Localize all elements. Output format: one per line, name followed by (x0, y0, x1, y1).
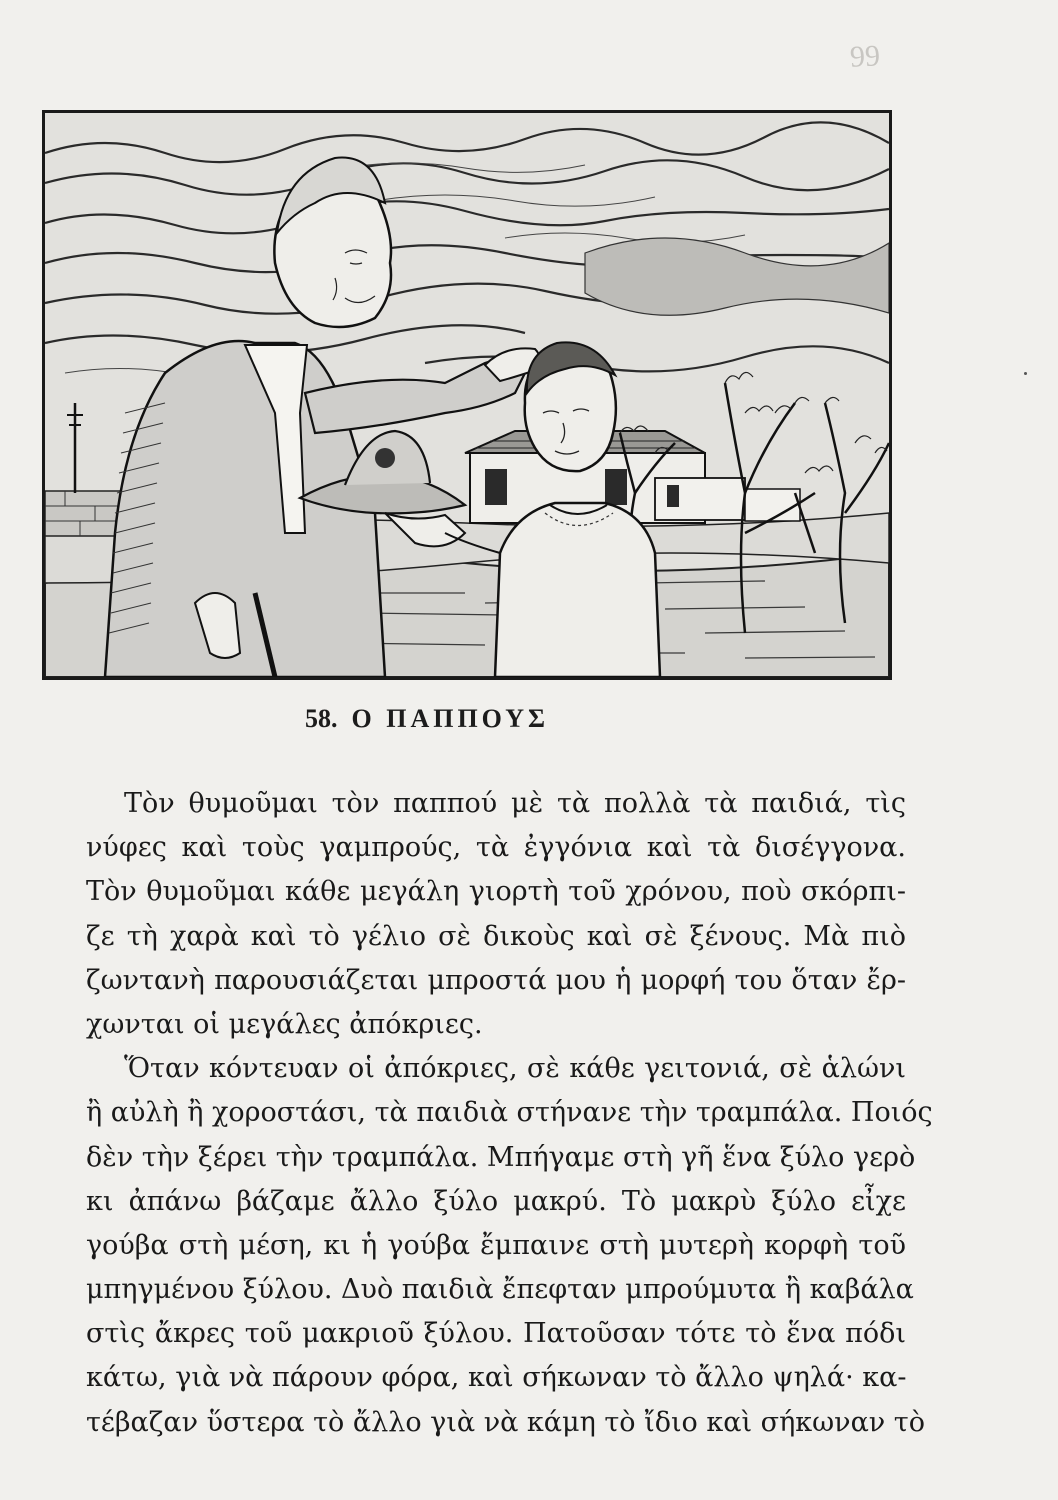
text-line: ζωντανὴ παρουσιάζεται μπροστά μου ἡ μορφή του ὅταν ἔρ- (86, 964, 906, 996)
story-text (86, 782, 933, 1445)
woodcut-grandfather-boy-icon (45, 113, 889, 677)
text-line: κι ἀπάνω βάζαμε ἄλλο ξύλο μακρύ. Τὸ μακρὺ ξύλο εἶχε (86, 1185, 906, 1217)
chapter-title (305, 704, 549, 734)
text-line: Ὅταν κόντευαν οἱ ἀπόκριες, σὲ κάθε γειτονιά, σὲ ἁλώνι (124, 1053, 906, 1085)
text-line: ζε τὴ χαρὰ καὶ τὸ γέλιο σὲ δικοὺς καὶ σὲ ξένους. Μὰ πιὸ (86, 920, 906, 952)
text-line: Τὸν θυμοῦμαι κάθε μεγάλη γιορτὴ τοῦ χρόνου, ποὺ σκόρπι- (86, 876, 906, 908)
illustration (42, 110, 892, 680)
page-number: 99 (849, 39, 881, 74)
paragraph-1 (86, 782, 906, 1047)
text-line: Τὸν θυμοῦμαι τὸν παππού μὲ τὰ πολλὰ τὰ παιδιά, τὶς (124, 788, 906, 819)
text-line: ἢ αὐλὴ ἢ χοροστάσι, τὰ παιδιὰ στήνανε τὴν τραμπάλα. Ποιός (86, 1097, 933, 1129)
chapter-number: 58. (305, 704, 338, 733)
text-line: γούβα στὴ μέση, κι ἡ γούβα ἔμπαινε στὴ μυτερὴ κορφὴ τοῦ (86, 1229, 906, 1261)
text-line: στὶς ἄκρες τοῦ μακριοῦ ξύλου. Πατοῦσαν τότε τὸ ἕνα πόδι (86, 1318, 906, 1350)
text-line: μπηγμένου ξύλου. Δυὸ παιδιὰ ἔπεφταν μπρούμυτα ἢ καβάλα (86, 1274, 914, 1306)
text-line: κάτω, γιὰ νὰ πάρουν φόρα, καὶ σήκωναν τὸ ἄλλο ψηλά· κα- (86, 1362, 907, 1394)
paper-speck (1024, 372, 1027, 375)
paragraph-2 (86, 1047, 933, 1445)
text-line: νύφες καὶ τοὺς γαμπρούς, τὰ ἐγγόνια καὶ τὰ δισέγγονα. (86, 832, 906, 864)
chapter-title-text: Ο ΠΑΠΠΟΥΣ (351, 704, 549, 733)
text-line: χωνται οἱ μεγάλες ἀπόκριες. (86, 1008, 483, 1040)
text-line: τέβαζαν ὕστερα τὸ ἄλλο γιὰ νὰ κάμη τὸ ἴδιο καὶ σήκωναν τὸ (86, 1406, 925, 1438)
text-line: δὲν τὴν ξέρει τὴν τραμπάλα. Μπήγαμε στὴ γῆ ἕνα ξύλο γερὸ (86, 1141, 916, 1173)
